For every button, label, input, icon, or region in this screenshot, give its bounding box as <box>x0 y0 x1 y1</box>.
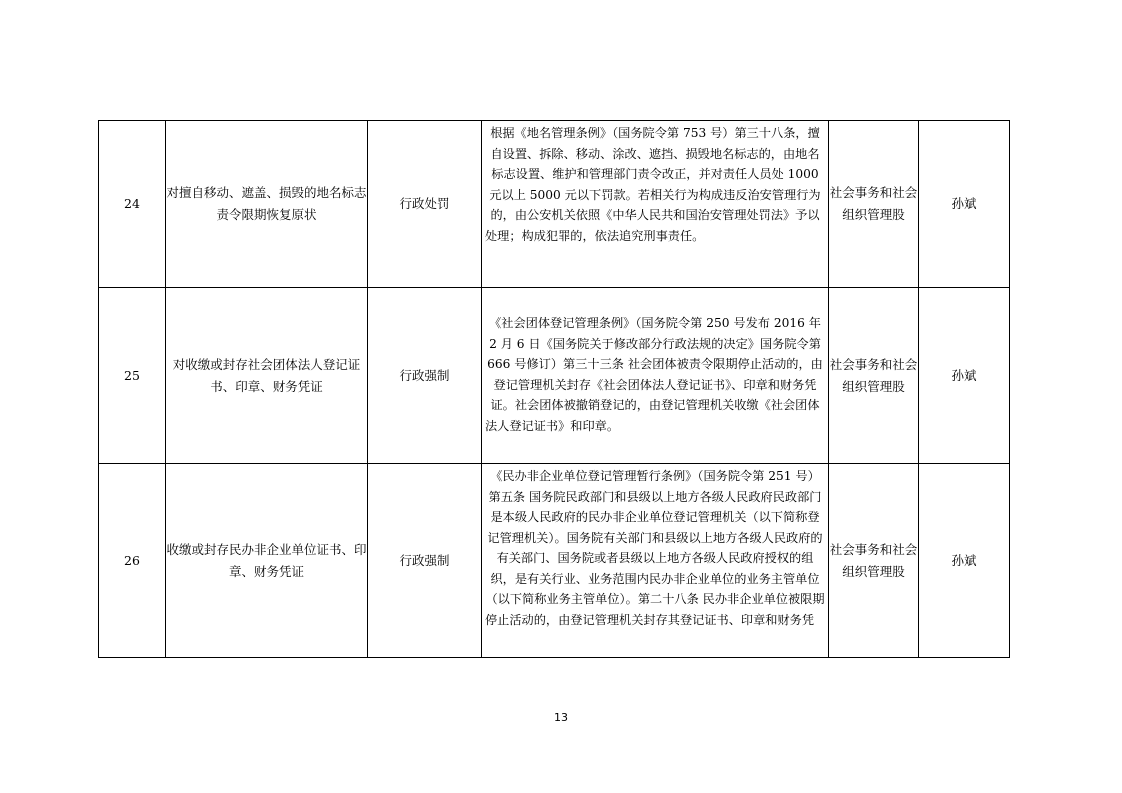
page-number: 13 <box>554 711 568 724</box>
responsible-person: 孙斌 <box>919 121 1010 288</box>
items-table <box>98 120 1010 658</box>
row-number: 26 <box>99 464 166 658</box>
row-number: 25 <box>99 288 166 464</box>
item-name: 对收缴或封存社会团体法人登记证书、印章、财务凭证 <box>166 288 368 464</box>
item-type: 行政强制 <box>368 288 482 464</box>
responsible-dept: 社会事务和社会组织管理股 <box>829 121 919 288</box>
legal-basis: 根据《地名管理条例》（国务院令第 753 号）第三十八条，擅自设置、拆除、移动、涂改、遮挡、损毁地名标志的，由地名标志设置、维护和管理部门责令改正，并对责任人员处 1000 元以上 5000 元以下罚款。若相关行为构成违反治安管理行为的，由公安机关依照《中华人民共和国治安管理处罚法》予以处理；构成犯罪的，依法追究刑事责任。 <box>482 121 829 288</box>
item-name: 对擅自移动、遮盖、损毁的地名标志责令限期恢复原状 <box>166 121 368 288</box>
responsible-dept: 社会事务和社会组织管理股 <box>829 288 919 464</box>
table-row <box>99 121 1010 288</box>
responsible-person: 孙斌 <box>919 464 1010 658</box>
legal-basis: 《社会团体登记管理条例》（国务院令第 250 号发布 2016 年 2 月 6 日《国务院关于修改部分行政法规的决定》国务院令第 666 号修订）第三十三条 社会团体被责令限期停止活动的，由登记管理机关封存《社会团体法人登记证书》、印章和财务凭证。社会团体被撤销登记的，由登记管理机关收缴《社会团体法人登记证书》和印章。 <box>482 288 829 464</box>
row-number: 24 <box>99 121 166 288</box>
responsible-person: 孙斌 <box>919 288 1010 464</box>
table-row <box>99 464 1010 658</box>
item-name: 收缴或封存民办非企业单位证书、印章、财务凭证 <box>166 464 368 658</box>
table-row <box>99 288 1010 464</box>
legal-basis: 《民办非企业单位登记管理暂行条例》（国务院令第 251 号）第五条 国务院民政部门和县级以上地方各级人民政府民政部门是本级人民政府的民办非企业单位登记管理机关（以下简称登记管理机关）。国务院有关部门和县级以上地方各级人民政府的有关部门、国务院或者县级以上地方各级人民政府授权的组织，是有关行业、业务范围内民办非企业单位的业务主管单位（以下简称业务主管单位）。第二十八条 民办非企业单位被限期停止活动的，由登记管理机关封存其登记证书、印章和财务凭 <box>485 469 825 627</box>
responsible-dept: 社会事务和社会组织管理股 <box>829 464 919 658</box>
item-type: 行政处罚 <box>368 121 482 288</box>
item-type: 行政强制 <box>368 464 482 658</box>
legal-basis-cell <box>482 464 829 658</box>
